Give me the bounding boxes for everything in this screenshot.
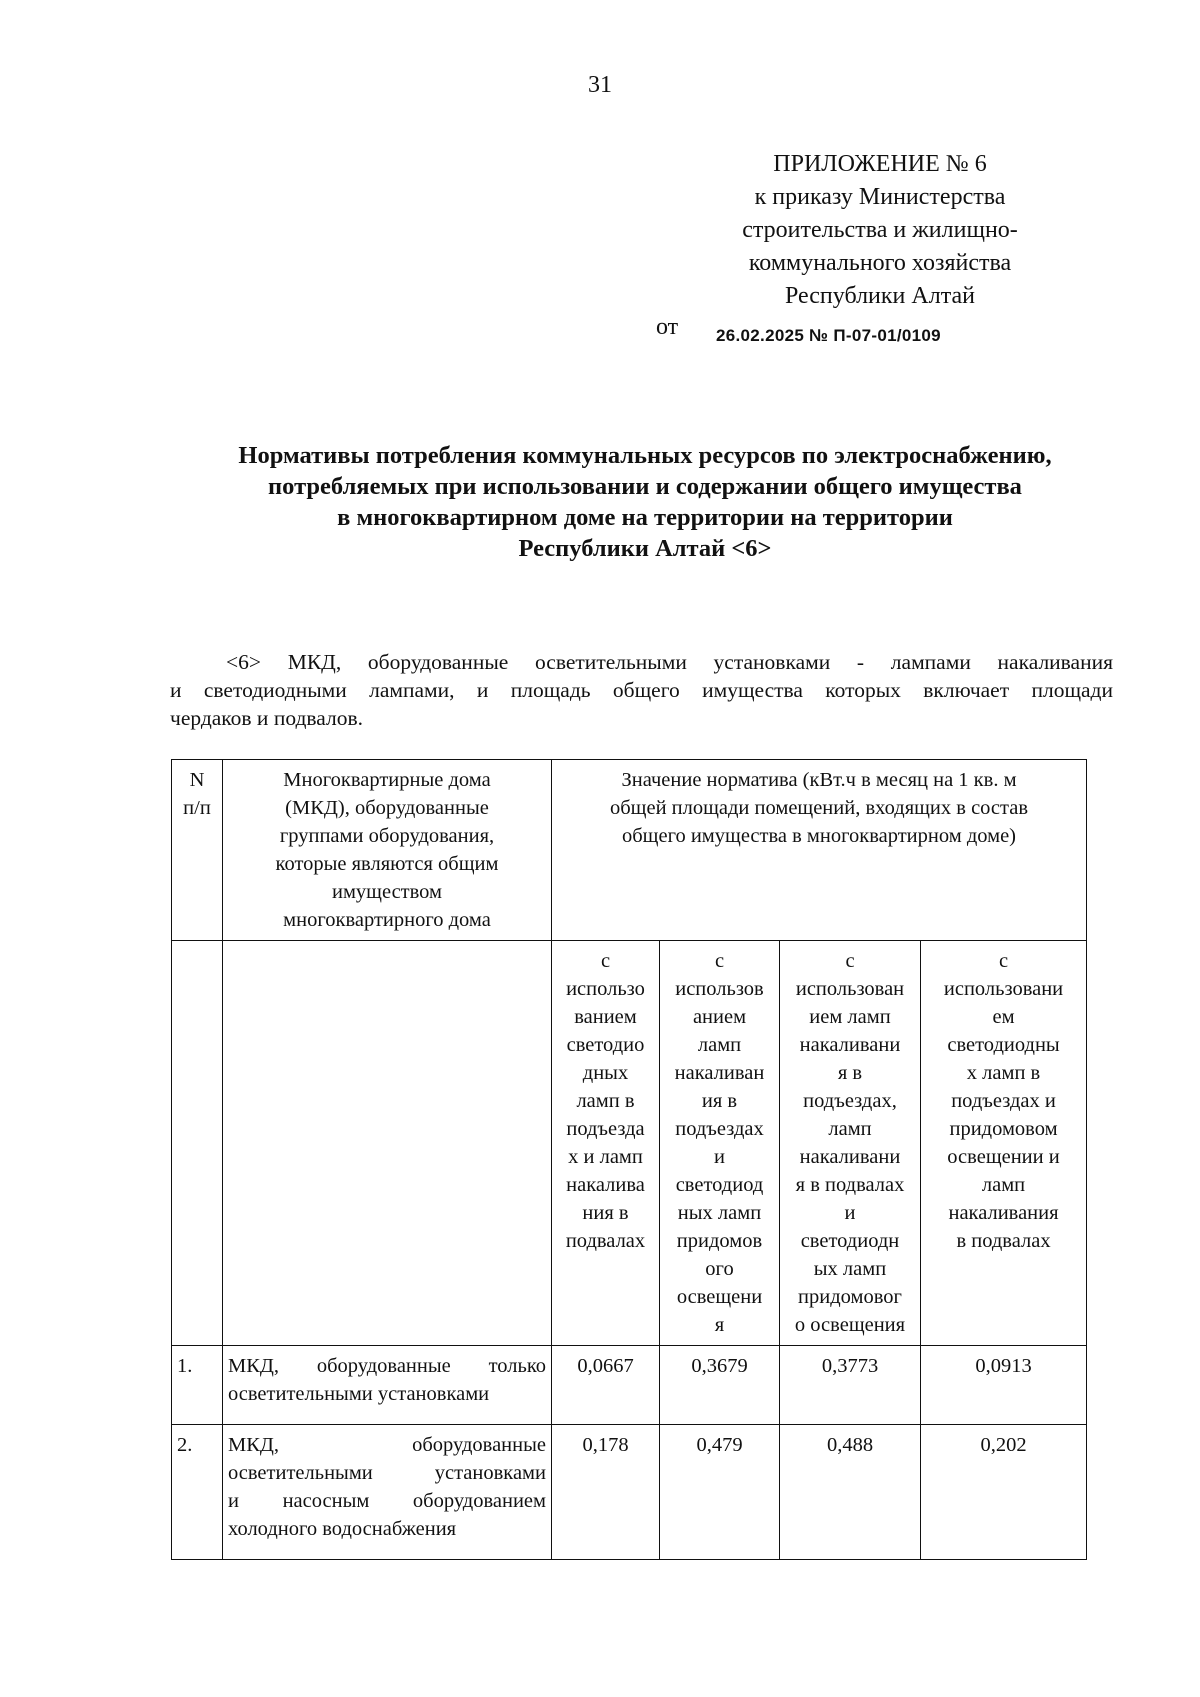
document-title xyxy=(160,440,1130,564)
annex-line: к приказу Министерства xyxy=(754,184,1006,210)
row-description: МКД, оборудованные осветительными установками и насосным оборудованием холодного водоснабжения xyxy=(223,1425,552,1560)
table-subheader-row xyxy=(172,941,1087,1346)
empty-cell xyxy=(172,941,223,1346)
annex-line: строительства и жилищно- xyxy=(742,217,1018,243)
table-row xyxy=(172,1346,1087,1425)
footnote-line: чердаков и подвалов. xyxy=(170,706,363,730)
row-description: МКД, оборудованные только осветительными установками xyxy=(223,1346,552,1425)
footnote xyxy=(170,648,1113,732)
title-line: потребляемых при использовании и содержании общего имущества xyxy=(268,473,1022,500)
page-number: 31 xyxy=(588,72,612,98)
title-line: Республики Алтай <6> xyxy=(518,535,772,562)
subheader-incandescent-entrances-led-outdoor: с использов анием ламп накаливан ия в подъездах и светодиод ных ламп придомов ого освещени я xyxy=(660,941,780,1346)
row-value: 0,0913 xyxy=(921,1346,1087,1425)
annex-line: Республики Алтай xyxy=(785,283,975,309)
title-line: в многоквартирном доме на территории на территории xyxy=(337,504,953,531)
footnote-line: <6> МКД, оборудованные осветительными установками - лампами накаливания xyxy=(226,650,1113,674)
annex-title: ПРИЛОЖЕНИЕ № 6 xyxy=(773,151,987,177)
row-value: 0,0667 xyxy=(552,1346,660,1425)
date-label: от xyxy=(656,314,679,340)
header-num: N п/п xyxy=(172,760,223,941)
footnote-line: и светодиодными лампами, и площадь общего имущества которых включает площади xyxy=(170,678,1113,702)
row-value: 0,178 xyxy=(552,1425,660,1560)
annex-header xyxy=(700,148,1060,313)
row-value: 0,479 xyxy=(660,1425,780,1560)
table-header-row xyxy=(172,760,1087,941)
title-line: Нормативы потребления коммунальных ресурсов по электроснабжению, xyxy=(238,442,1052,469)
order-date-number: 26.02.2025 № П-07-01/0109 xyxy=(716,326,941,345)
table-row xyxy=(172,1425,1087,1560)
header-category: Многоквартирные дома (МКД), оборудованные группами оборудования, которые являются общим имуществом многоквартирного дома xyxy=(223,760,552,941)
subheader-led-entrances-incandescent-basements: с использо ванием светодио дных ламп в подъезда х и ламп накалива ния в подвалах xyxy=(552,941,660,1346)
row-value: 0,488 xyxy=(780,1425,921,1560)
row-number: 1. xyxy=(172,1346,223,1425)
subheader-incandescent-entrances-basements-led-outdoor: с использован ием ламп накаливани я в подъездах, ламп накаливани я в подвалах и светодиодн ых ламп придомовог о освещения xyxy=(780,941,921,1346)
row-value: 0,202 xyxy=(921,1425,1087,1560)
header-value: Значение норматива (кВт.ч в месяц на 1 кв. м общей площади помещений, входящих в состав общего имущества в многоквартирном доме) xyxy=(552,760,1087,941)
norms-table xyxy=(171,759,1087,1560)
subheader-led-entrances-outdoor-incandescent-basements: с использовани ем светодиодны х ламп в подъездах и придомовом освещении и ламп накаливания в подвалах xyxy=(921,941,1087,1346)
annex-line: коммунального хозяйства xyxy=(748,250,1012,276)
empty-cell xyxy=(223,941,552,1346)
row-value: 0,3679 xyxy=(660,1346,780,1425)
row-value: 0,3773 xyxy=(780,1346,921,1425)
row-number: 2. xyxy=(172,1425,223,1560)
